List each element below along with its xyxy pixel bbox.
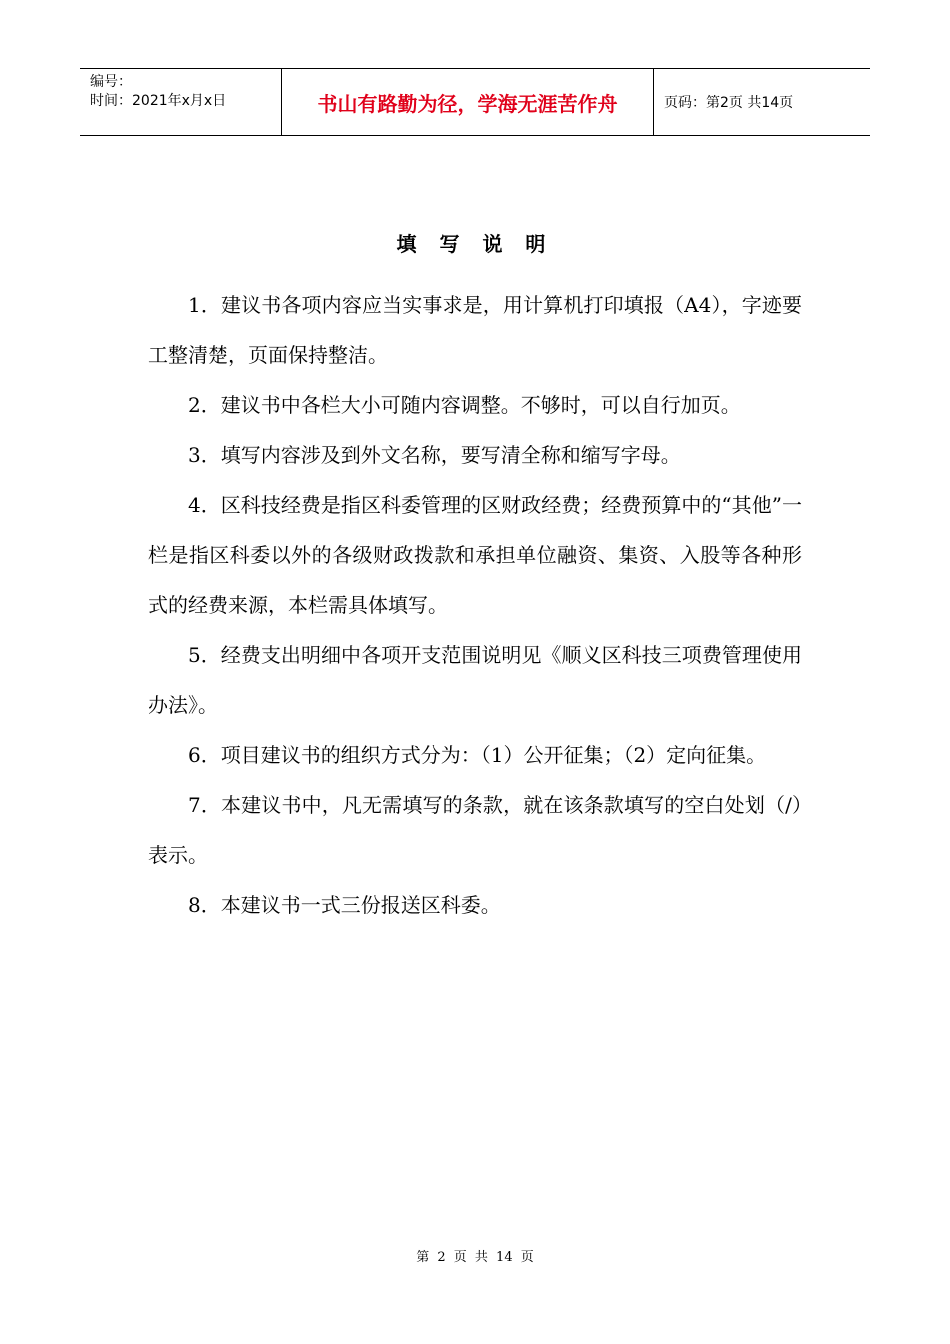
instruction-item-2: 2．建议书中各栏大小可随内容调整。不够时，可以自行加页。 xyxy=(188,393,741,417)
instruction-item-5: 5．经费支出明细中各项开支范围说明见《顺义区科技三项费管理使用办法》。 xyxy=(148,643,802,717)
instruction-item-4: 4．区科技经费是指区科委管理的区财政经费；经费预算中的“其他”一栏是指区科委以外的各级财政拨款和承担单位融资、集资、入股等各种形式的经费来源，本栏需具体填写。 xyxy=(148,493,802,617)
instruction-item-3: 3．填写内容涉及到外文名称，要写清全称和缩写字母。 xyxy=(188,443,681,467)
date-label: 时间：2021年x月x日 xyxy=(90,93,227,109)
instruction-item-7: 7．本建议书中，凡无需填写的条款，就在该条款填写的空白处划（/）表示。 xyxy=(148,793,802,867)
instruction-item-1: 1．建议书各项内容应当实事求是，用计算机打印填报（A4），字迹要工整清楚，页面保持整洁。 xyxy=(148,293,802,367)
header-motto: 书山有路勤为径，学海无涯苦作舟 xyxy=(281,69,654,135)
page-header xyxy=(80,68,870,136)
instruction-item-6: 6．项目建议书的组织方式分为：（1）公开征集；（2）定向征集。 xyxy=(188,743,767,767)
page-footer: 第 2 页 共 14 页 xyxy=(416,1250,534,1265)
header-meta xyxy=(80,69,281,135)
page-title: 填 写 说 明 xyxy=(396,232,554,256)
header-page-info: 页码：第2页 共14页 xyxy=(664,95,794,111)
instructions-list xyxy=(148,280,802,930)
instruction-item-8: 8．本建议书一式三份报送区科委。 xyxy=(188,893,501,917)
serial-number-label: 编号： xyxy=(90,74,132,90)
